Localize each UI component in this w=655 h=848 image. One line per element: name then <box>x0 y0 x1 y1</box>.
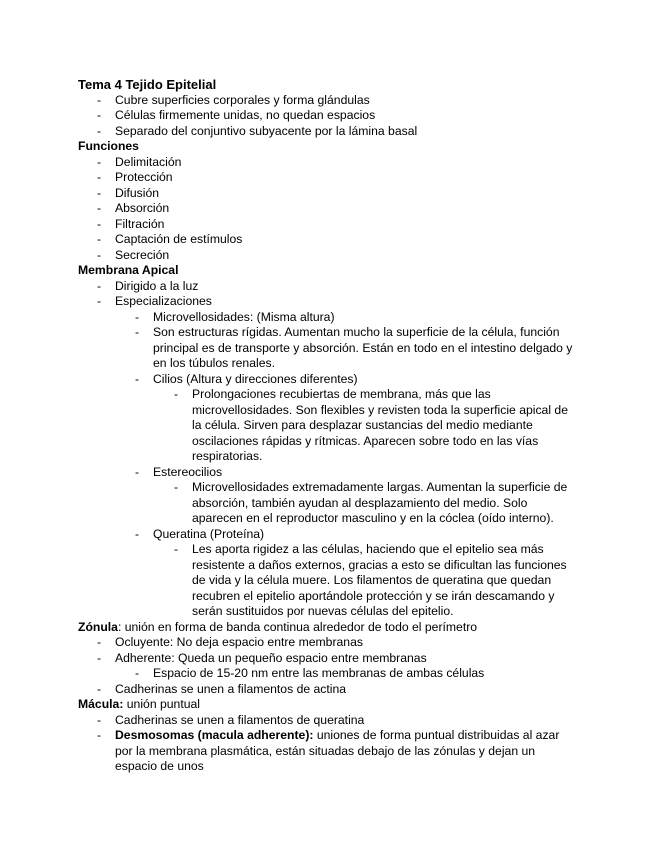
list-item: - Dirigido a la luz <box>97 278 199 293</box>
list-item: - Microvellosidades extremadamente largas. Aumentan la superficie de absorción, también ayudan al desplazamiento del medio. Solo aparecen en el reproductor masculino y en la cóclea (oído interno). <box>174 480 568 525</box>
list-item: - Les aporta rigidez a las células, haciendo que el epitelio sea más resistente a daños externos, gracias a esto se dificultan las funciones de vida y la célula muere. Los filamentos de queratina que quedan recubren el epitelio aportándole protección y se irán descamando y serán sustituidos por nuevas células del epitelio. <box>174 542 567 618</box>
list-item: - Cilios (Altura y direcciones diferentes) <box>135 371 358 386</box>
list-item: - Cadherinas se unen a filamentos de actina <box>97 681 347 696</box>
list-item: - Cadherinas se unen a filamentos de queratina <box>97 712 365 727</box>
macula-term: Mácula: <box>78 697 124 711</box>
list-item: - Queratina (Proteína) <box>135 526 265 541</box>
list-item: - Secreción <box>97 247 170 262</box>
list-item: - Prolongaciones recubiertas de membrana, más que las microvellosidades. Son flexibles y revisten toda la superficie apical de la célula. Sirven para desplazar sustancias del medio mediante oscilaciones rápidas y rítmicas. Aparecen sobre todo en las vías respiratorias. <box>174 387 568 463</box>
list-item: - Adherente: Queda un pequeño espacio entre membranas <box>97 650 427 665</box>
list-item: - Cubre superficies corporales y forma glándulas <box>97 92 370 107</box>
list-item: - Desmosomas (macula adherente): uniones de forma puntual distribuidas al azar por la membrana plasmática, están situadas debajo de las zónulas y dejan un espacio de unos <box>97 728 560 773</box>
list-item: - Filtración <box>97 216 165 231</box>
list-item: - Ocluyente: No deja espacio entre membranas <box>97 635 363 649</box>
list-item: - Son estructuras rígidas. Aumentan mucho la superficie de la célula, función principal es de transporte y absorción. Están en todo en el intestino delgado y en los túbulos renales. <box>135 325 573 370</box>
list-item: - Separado del conjuntivo subyacente por la lámina basal <box>97 123 418 138</box>
section-heading-membrana-apical: Membrana Apical <box>78 263 179 277</box>
page-title: Tema 4 Tejido Epitelial <box>78 77 217 92</box>
document-content <box>78 77 578 775</box>
zonula-term: Zónula <box>78 619 118 634</box>
list-item: - Estereocilios <box>135 464 223 479</box>
list-item: - Difusión <box>97 185 160 200</box>
macula-definition: Mácula: unión puntual <box>78 697 200 711</box>
list-item: - Absorción <box>97 201 170 215</box>
zonula-definition: Zónula: unión en forma de banda continua alrededor de todo el perímetro <box>78 619 478 634</box>
list-item: - Captación de estímulos <box>97 232 243 246</box>
list-item: - Delimitación <box>97 154 182 169</box>
list-item: - Células firmemente unidas, no quedan espacios <box>97 108 376 122</box>
desmosomas-term: Desmosomas (macula adherente): <box>115 728 314 742</box>
section-heading-funciones: Funciones <box>78 139 139 153</box>
list-item: - Espacio de 15-20 nm entre las membranas de ambas células <box>135 666 485 680</box>
list-item: - Protección <box>97 170 173 184</box>
list-item: - Especializaciones <box>97 294 212 308</box>
list-item: - Microvellosidades: (Misma altura) <box>135 309 335 324</box>
